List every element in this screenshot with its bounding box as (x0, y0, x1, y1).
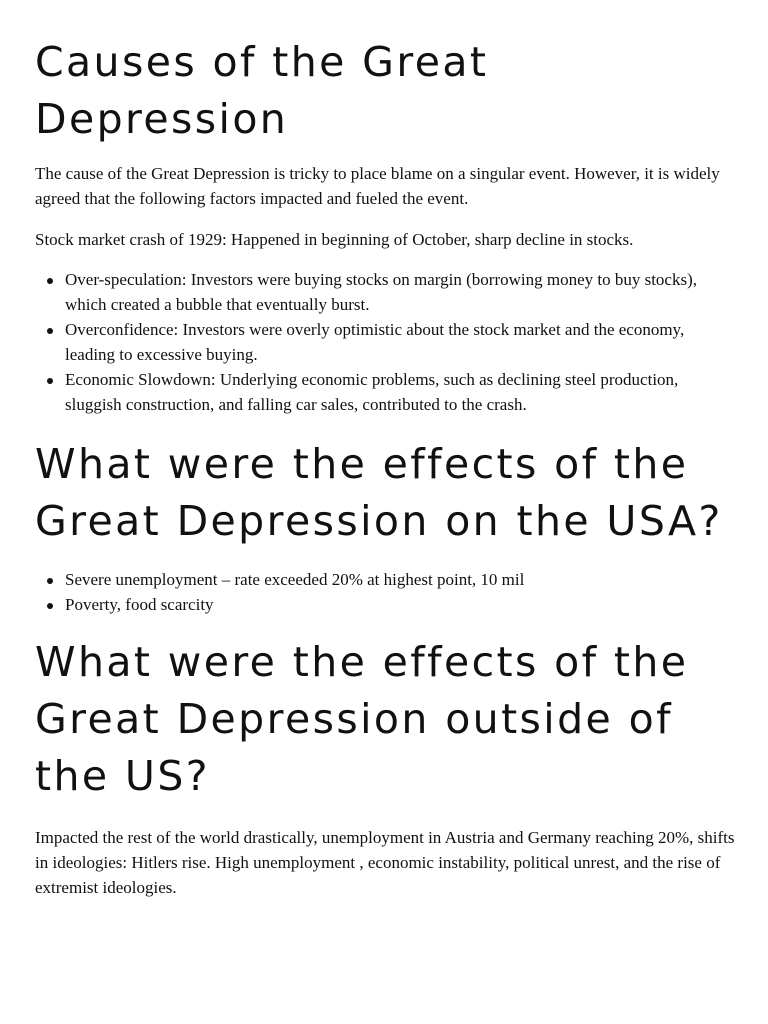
paragraph-stock-market-crash: Stock market crash of 1929: Happened in beginning of October, sharp decline in stocks. (35, 230, 634, 249)
heading-effects-outside: What were the effects of the Great Depression outside of the US? (35, 638, 689, 800)
document-page (35, 34, 735, 900)
list-item: Over-speculation: Investors were buying stocks on margin (borrowing money to buy stocks), which created a bubble that eventually burst. (35, 267, 735, 317)
paragraph-intro: The cause of the Great Depression is tricky to place blame on a singular event. However, it is widely agreed that the following factors impacted and fueled the event. (35, 164, 720, 208)
list-item: Economic Slowdown: Underlying economic problems, such as declining steel production, sluggish construction, and falling car sales, contributed to the crash. (35, 367, 735, 417)
list-effects-usa (35, 567, 735, 617)
heading-effects-usa: What were the effects of the Great Depression on the USA? (35, 440, 723, 545)
list-item: Severe unemployment – rate exceeded 20% at highest point, 10 mil (35, 567, 735, 592)
heading-causes: Causes of the Great Depression (35, 38, 489, 143)
list-item: Overconfidence: Investors were overly optimistic about the stock market and the economy, leading to excessive buying. (35, 317, 735, 367)
list-causes (35, 267, 735, 417)
paragraph-effects-outside: Impacted the rest of the world drastically, unemployment in Austria and Germany reaching 20%, shifts in ideologies: Hitlers rise. High unemployment , economic instability, political unrest, and the rise of extremist ideologies. (35, 828, 735, 897)
list-item: Poverty, food scarcity (35, 592, 735, 617)
